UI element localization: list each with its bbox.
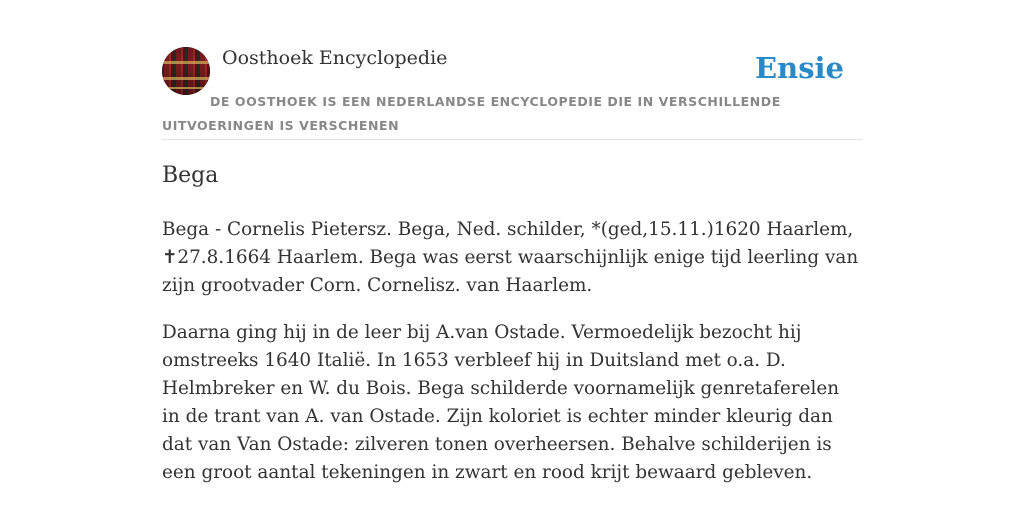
site-tagline: DE OOSTHOEK IS EEN NEDERLANDSE ENCYCLOPEDIE DIE IN VERSCHILLENDE UITVOERINGEN IS VERSCHENEN [162, 94, 781, 133]
article-body [162, 216, 862, 506]
article-title: Bega [162, 163, 219, 188]
article-paragraph: Bega - Cornelis Pietersz. Bega, Ned. schilder, *(ged,15.11.)1620 Haarlem, ✝27.8.1664 Haarlem. Bega was eerst waarschijnlijk enige tijd leerling van zijn grootvader Corn. Cornelisz. van Haarlem. [162, 219, 859, 296]
ensie-logo-link[interactable]: Ensie [755, 51, 844, 85]
page-container [162, 0, 862, 483]
site-header [162, 0, 862, 140]
article-paragraph: Daarna ging hij in de leer bij A.van Ostade. Vermoedelijk bezocht hij omstreeks 1640 Italië. In 1653 verbleef hij in Duitsland met o.a. D. Helmbreker en W. du Bois. Bega schilderde voornamelijk genretaferelen in de trant van A. van Ostade. Zijn koloriet is echter minder kleurig dan dat van Van Ostade: zilveren tonen overheersen. Behalve schilderijen is een groot aantal tekeningen in zwart en rood krijt bewaard gebleven. [162, 322, 840, 483]
site-title-link[interactable]: Oosthoek Encyclopedie [222, 47, 448, 69]
encyclopedia-books-icon[interactable] [162, 47, 210, 95]
